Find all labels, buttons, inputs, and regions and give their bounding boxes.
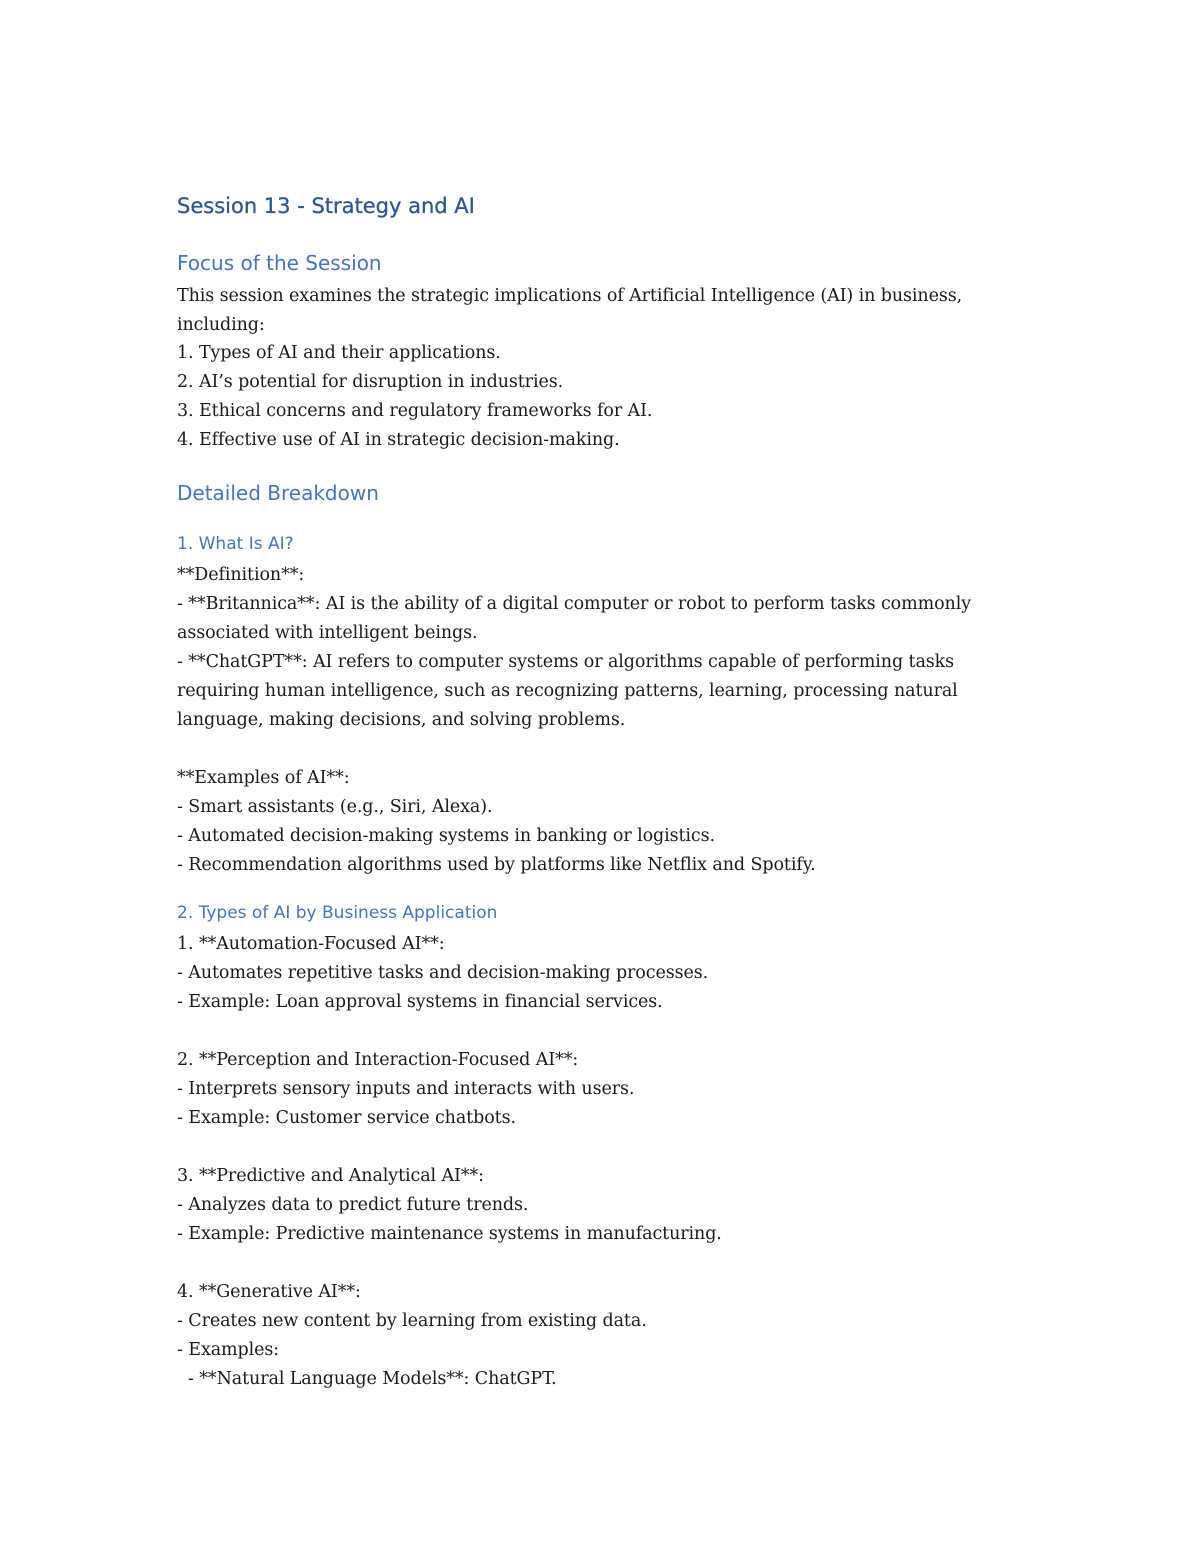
section2-line: 2. **Perception and Interaction-Focused AI**: [177,1050,579,1070]
focus-list-item: 4. Effective use of AI in strategic decision-making. [177,430,620,450]
section2-line: - Examples: [177,1340,280,1360]
breakdown-heading: Detailed Breakdown [177,481,379,505]
examples-line: - Recommendation algorithms used by platforms like Netflix and Spotify. [177,855,816,875]
section1-line: language, making decisions, and solving problems. [177,710,626,730]
section2-line: 1. **Automation-Focused AI**: [177,934,445,954]
section2-line: - Example: Customer service chatbots. [177,1108,516,1128]
section2-line: - Interprets sensory inputs and interacts with users. [177,1079,635,1099]
section2-heading: 2. Types of AI by Business Application [177,903,498,923]
section1-line: - **Britannica**: AI is the ability of a digital computer or robot to perform tasks commonly [177,594,971,614]
focus-intro-line: including: [177,315,265,335]
focus-list-item: 3. Ethical concerns and regulatory frameworks for AI. [177,401,653,421]
section1-line: **Definition**: [177,565,305,585]
examples-line: - Automated decision-making systems in banking or logistics. [177,826,715,846]
section2-line: 3. **Predictive and Analytical AI**: [177,1166,484,1186]
focus-list-item: 1. Types of AI and their applications. [177,343,501,363]
focus-heading: Focus of the Session [177,251,382,275]
section1-line: requiring human intelligence, such as recognizing patterns, learning, processing natural [177,681,958,701]
section1-line: associated with intelligent beings. [177,623,478,643]
section2-line: - Example: Predictive maintenance systems in manufacturing. [177,1224,722,1244]
section2-line: - Analyzes data to predict future trends. [177,1195,529,1215]
section2-line: - Creates new content by learning from existing data. [177,1311,647,1331]
focus-list-item: 2. AI’s potential for disruption in industries. [177,372,564,392]
section2-line: - **Natural Language Models**: ChatGPT. [188,1369,557,1389]
section2-line: 4. **Generative AI**: [177,1282,361,1302]
examples-line: - Smart assistants (e.g., Siri, Alexa). [177,797,493,817]
examples-line: **Examples of AI**: [177,768,350,788]
section2-line: - Example: Loan approval systems in financial services. [177,992,663,1012]
focus-intro-line: This session examines the strategic implications of Artificial Intelligence (AI) in business, [177,286,963,306]
section1-line: - **ChatGPT**: AI refers to computer systems or algorithms capable of performing tasks [177,652,955,672]
section1-heading: 1. What Is AI? [177,534,294,554]
page-title: Session 13 - Strategy and AI [177,194,475,218]
section2-line: - Automates repetitive tasks and decision-making processes. [177,963,709,983]
